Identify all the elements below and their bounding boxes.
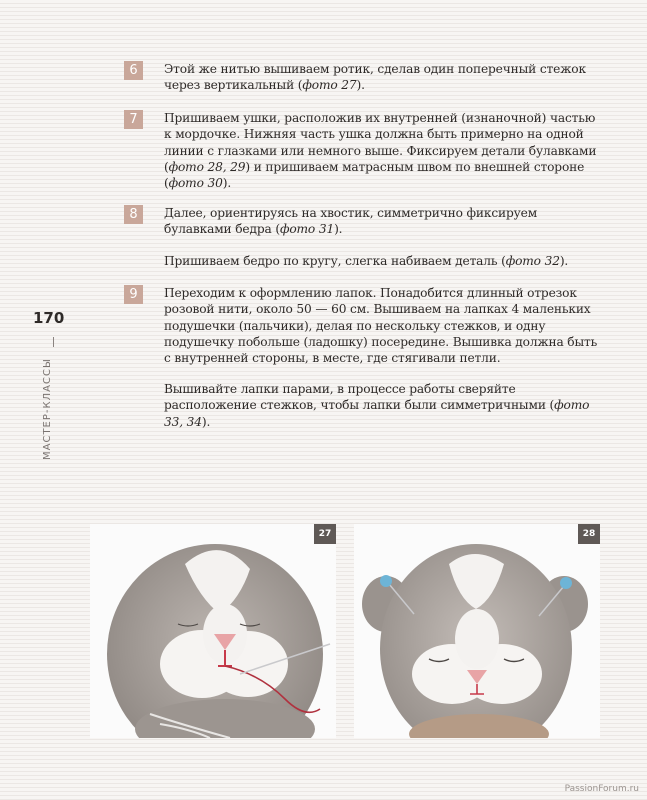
page-number: 170 [33, 309, 65, 327]
step-paragraph [164, 61, 604, 94]
photo-reference: фото 28, 29 [168, 159, 246, 174]
body-text: Переходим к оформлению лапок. Понадобится длинный отрезок розовой нити, около 50 — 60 см. Вышиваем на лапках 4 маленьких подушечки (пальчики), делая по нескольку стежков, и одну подушечку побольше (ладошку) посередине. Вышивка должна быть с внутренней стороны, в месте, где стягивали петли. [164, 286, 598, 366]
section-divider [53, 337, 54, 347]
step-paragraph [164, 205, 604, 238]
body-text: ). [356, 78, 365, 93]
step-number-badge: 8 [124, 205, 143, 224]
body-text: ). [559, 254, 569, 268]
step-number-badge: 9 [124, 285, 143, 304]
step-6 [124, 61, 594, 101]
photo-reference: фото 27 [302, 78, 357, 93]
step-number-badge: 6 [124, 61, 143, 80]
photo-number-badge: 27 [314, 524, 336, 544]
photo-27 [90, 524, 336, 738]
step-paragraph [164, 381, 604, 430]
body-text: Далее, ориентируясь на хвостик, симметрично фиксируем булавками бедра ( [164, 206, 538, 237]
body-text: ). [201, 414, 211, 429]
photo-28 [354, 524, 600, 738]
step-9 [124, 285, 598, 429]
step-7 [124, 110, 597, 200]
photo-reference: фото 32 [505, 254, 560, 268]
body-text: ). [222, 176, 232, 191]
body-text: Пришиваем ушки, расположив их внутренней (изнаночной) частью к мордочке. Нижняя часть ушка должна быть примерно на одной линии с глазками или немного выше. Фиксируем детали булавками ( [164, 111, 597, 174]
body-text: Вышивайте лапки парами, в процессе работы сверяйте расположение стежков, чтобы лапки были симметричными ( [164, 382, 555, 413]
step-paragraph [164, 110, 604, 191]
body-text: ) и пришиваем матрасным швом по внешней стороне ( [164, 159, 585, 191]
body-text: Пришиваем бедро по кругу, слегка набиваем деталь ( [164, 254, 506, 268]
step-number-badge: 7 [124, 110, 143, 129]
body-text: ). [334, 222, 343, 237]
photo-reference: фото 33, 34 [164, 398, 590, 429]
step-paragraph [164, 253, 604, 269]
watermark: PassionForum.ru [564, 784, 639, 794]
body-text: Этой же нитью вышиваем ротик, сделав один поперечный стежок через вертикальный ( [164, 62, 586, 93]
photo-number-badge: 28 [578, 524, 600, 544]
knitted-cat-mouth-photo [90, 524, 336, 738]
photo-reference: фото 30 [168, 176, 223, 191]
section-label: МАСТЕР-КЛАССЫ [42, 358, 53, 460]
step-paragraph [164, 285, 604, 366]
knitted-cat-ears-photo [354, 524, 600, 738]
step-8 [124, 205, 594, 275]
photo-reference: фото 31 [279, 222, 335, 237]
